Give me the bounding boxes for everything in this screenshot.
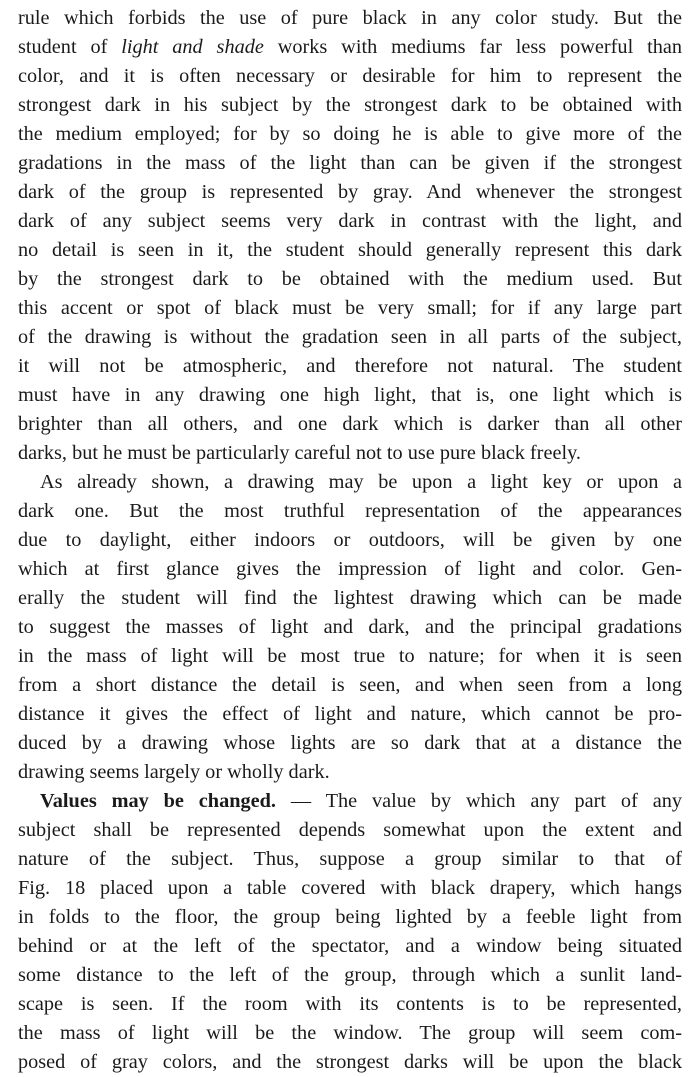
text-span: rule which forbids the use of pure black in any color study. But the — [18, 7, 682, 29]
text-span: posed of gray colors, and the strongest darks will be upon the black — [18, 1051, 682, 1073]
text-span: no detail is seen in it, the student should generally represent this dark — [18, 239, 682, 261]
text-line — [18, 294, 682, 323]
text-line — [18, 265, 682, 294]
text-line — [18, 323, 682, 352]
text-span: student of — [18, 36, 122, 58]
text-span: due to daylight, either indoors or outdoors, will be given by one — [18, 529, 682, 551]
text-line — [18, 671, 682, 700]
text-line — [40, 468, 682, 497]
text-span: brighter than all others, and one dark which is darker than all other — [18, 413, 682, 435]
text-span: which at first glance gives the impression of light and color. Gen- — [18, 558, 682, 580]
text-span: works with mediums far less powerful than — [263, 36, 682, 58]
text-line — [18, 1019, 682, 1048]
text-span: strongest dark in his subject by the strongest dark to be obtained with — [18, 94, 682, 116]
text-line — [18, 700, 682, 729]
text-span: scape is seen. If the room with its contents is to be represented, — [18, 993, 682, 1015]
text-line — [18, 410, 682, 439]
text-span: — The value by which any part of any — [275, 790, 682, 812]
text-line — [18, 149, 682, 178]
text-line — [18, 990, 682, 1019]
text-line — [18, 178, 682, 207]
text-span: drawing seems largely or wholly dark. — [18, 761, 330, 783]
text-line — [18, 584, 682, 613]
text-span: behind or at the left of the spectator, and a window being situated — [18, 935, 682, 957]
text-line — [18, 4, 682, 33]
text-line — [18, 439, 682, 468]
text-line — [18, 903, 682, 932]
text-line — [18, 961, 682, 990]
text-line — [18, 874, 682, 903]
text-span: distance it gives the effect of light and nature, which cannot be pro- — [18, 703, 682, 725]
text-line — [18, 207, 682, 236]
text-line — [40, 787, 682, 816]
text-span: nature of the subject. Thus, suppose a group similar to that of — [18, 848, 682, 870]
text-line — [18, 642, 682, 671]
text-line — [18, 1048, 682, 1077]
text-span: duced by a drawing whose lights are so dark that at a distance the — [18, 732, 682, 754]
text-line — [18, 816, 682, 845]
text-span: some distance to the left of the group, through which a sunlit land- — [18, 964, 682, 986]
text-line — [18, 33, 682, 62]
text-span: from a short distance the detail is seen, and when seen from a long — [18, 674, 682, 696]
text-span: in the mass of light will be most true to nature; for when it is seen — [18, 645, 682, 667]
text-span: of the drawing is without the gradation seen in all parts of the subject, — [18, 326, 682, 348]
text-line — [18, 352, 682, 381]
text-line — [18, 845, 682, 874]
text-span: color, and it is often necessary or desirable for him to represent the — [18, 65, 682, 87]
text-span: to suggest the masses of light and dark, and the principal gradations — [18, 616, 682, 638]
text-line — [18, 758, 682, 787]
text-span: in folds to the floor, the group being lighted by a feeble light from — [18, 906, 682, 928]
text-span: darks, but he must be particularly careful not to use pure black freely. — [18, 442, 581, 464]
emphasis-text: light and shade — [121, 36, 264, 58]
text-line — [18, 236, 682, 265]
text-span: this accent or spot of black must be very small; for if any large part — [18, 297, 682, 319]
text-line — [18, 497, 682, 526]
text-line — [18, 62, 682, 91]
section-heading: Values may be changed. — [40, 790, 276, 812]
text-span: gradations in the mass of the light than can be given if the strongest — [18, 152, 682, 174]
text-line — [18, 381, 682, 410]
text-span: the medium employed; for by so doing he is able to give more of the — [18, 123, 682, 145]
text-span: by the strongest dark to be obtained with the medium used. But — [18, 268, 682, 290]
text-span: must have in any drawing one high light, that is, one light which is — [18, 384, 682, 406]
text-line — [18, 555, 682, 584]
text-span: As already shown, a drawing may be upon a light key or upon a — [40, 471, 682, 493]
text-line — [18, 729, 682, 758]
text-line — [18, 120, 682, 149]
text-line — [18, 932, 682, 961]
text-span: the mass of light will be the window. The group will seem com- — [18, 1022, 682, 1044]
text-span: subject shall be represented depends somewhat upon the extent and — [18, 819, 682, 841]
text-span: dark one. But the most truthful representation of the appearances — [18, 500, 682, 522]
text-line — [18, 91, 682, 120]
text-span: Fig. 18 placed upon a table covered with black drapery, which hangs — [18, 877, 682, 899]
text-span: it will not be atmospheric, and therefore not natural. The student — [18, 355, 682, 377]
text-span: dark of the group is represented by gray. And whenever the strongest — [18, 181, 682, 203]
text-span: erally the student will find the lightest drawing which can be made — [18, 587, 682, 609]
text-line — [18, 526, 682, 555]
text-line — [18, 613, 682, 642]
text-span: dark of any subject seems very dark in contrast with the light, and — [18, 210, 682, 232]
